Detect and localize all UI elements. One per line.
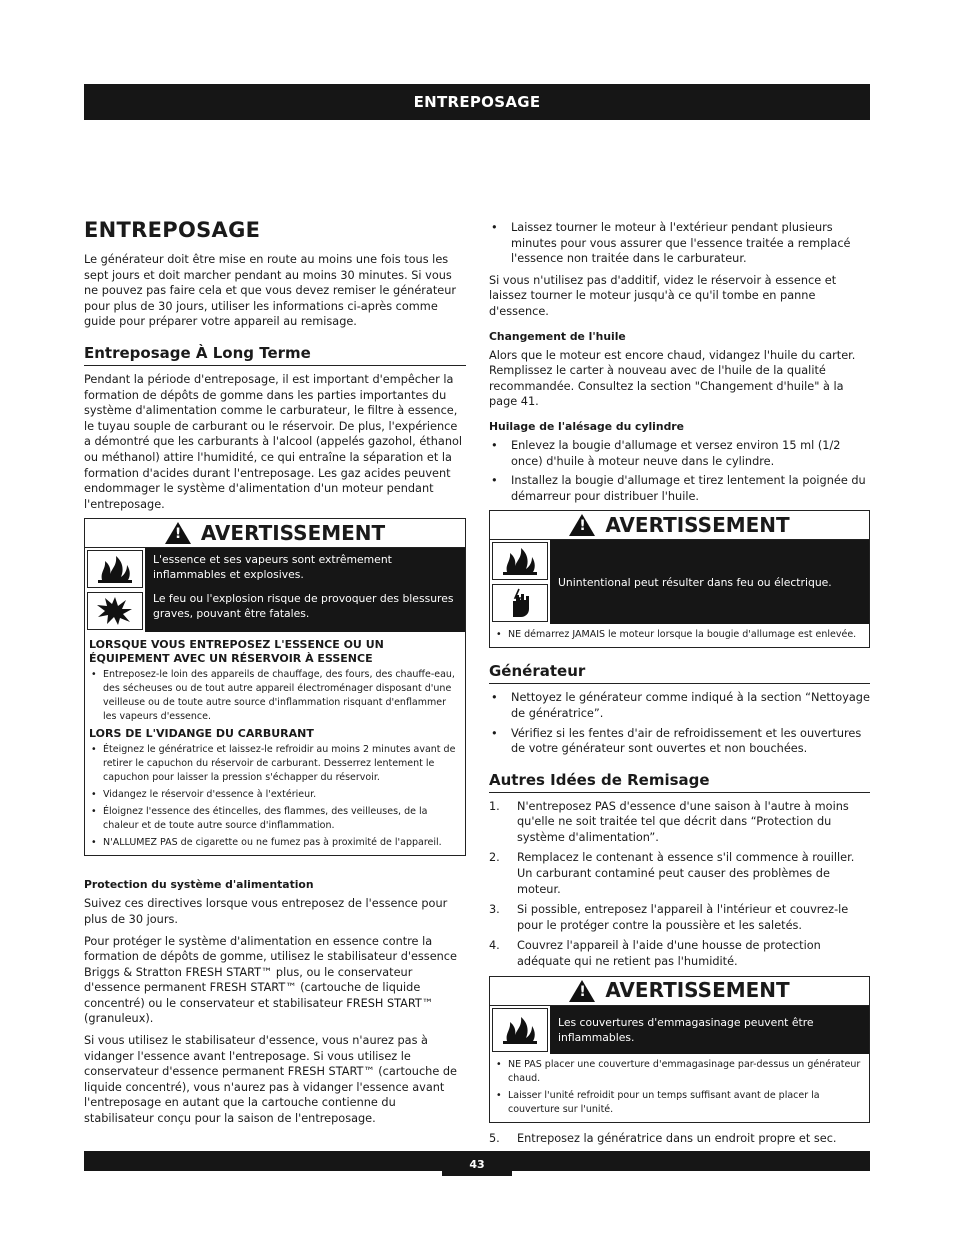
fire-icon xyxy=(87,550,143,588)
list-item: • Vérifiez si les fentes d'air de refroidissement et les ouvertures de votre générateur sont ouvertes et non bouchées. xyxy=(489,726,870,757)
cylinder-list xyxy=(489,438,870,504)
list-item: • Entreposez-le loin des appareils de chauffage, des fours, des chauffe-eau, des sécheuses ou de tout autre appareil électroménager disposant d'une veilleuse ou de toute autre source d'inflammation risquant d'enflammer les vapeurs d'essence. xyxy=(89,668,461,724)
protection-paragraph-1: Suivez ces directives lorsque vous entreposez de l'essence pour plus de 30 jours. xyxy=(84,897,448,926)
item-text: N'entreposez PAS d'essence d'une saison à l'autre à moins qu'elle ne soit traitée tel que décrit dans “Protection du système d'alimentation”. xyxy=(517,799,849,844)
cover-warning-box xyxy=(489,976,870,1123)
hazard-icons xyxy=(490,1006,550,1054)
page-title: ENTREPOSAGE xyxy=(84,218,261,242)
storage-ideas-list-end xyxy=(489,1131,870,1147)
hazard-row xyxy=(490,540,869,624)
item-number: 2. xyxy=(489,851,500,865)
explosion-icon xyxy=(87,592,143,630)
hazard-icons xyxy=(85,548,145,632)
fire-icon xyxy=(492,1008,548,1052)
protection-heading: Protection du système d'alimentation xyxy=(84,878,314,892)
list-item: • Éloignez l'essence des étincelles, des flammes, des veilleuses, de la chaleur et de toute autre source d'inflammation. xyxy=(89,805,461,833)
list-item: • N'ALLUMEZ PAS de cigarette ou ne fumez pas à proximité de l'appareil. xyxy=(89,836,461,850)
list-item: • Vidangez le réservoir d'essence à l'extérieur. xyxy=(89,788,461,802)
list-item: • NE démarrez JAMAIS le moteur lorsque la bougie d'allumage est enlevée. xyxy=(494,628,865,642)
hazard-text xyxy=(145,548,465,632)
page-number: 43 xyxy=(442,1151,512,1176)
intro-paragraph: Le générateur doit être mise en route au moins une fois tous les sept jours et doit marcher pendant au moins 30 minutes. Si vous ne pouvez pas faire cela et que vous devez remiser le générateur pour plus de 30 jours, utiliser les informations ci-après comme guide pour préparer votre appareil au remisage. xyxy=(84,253,457,329)
fuel-warning-box xyxy=(84,518,466,856)
warning-body xyxy=(85,632,465,855)
item-text: Entreposez la génératrice dans un endroit propre et sec. xyxy=(517,1131,837,1145)
section-header-bar xyxy=(84,84,870,120)
warning-list xyxy=(494,628,865,642)
hazard-row xyxy=(85,548,465,632)
hazard-text: Les couvertures d'emmagasinage peuvent être inflammables. xyxy=(558,1015,814,1044)
item-text: Remplacez le contenant à essence s'il commence à rouiller. Un carburant contaminé peut causer des problèmes de moteur. xyxy=(517,851,855,896)
warning-section-2-list xyxy=(89,743,461,850)
list-item: • Laisser l'unité refroidit pour un temps suffisant avant de placer la couverture sur l'unité. xyxy=(494,1089,865,1117)
list-item: • Enlevez la bougie d'allumage et versez environ 15 ml (1/2 once) d'huile à moteur neuve dans le cylindre. xyxy=(489,438,870,469)
item-number: 5. xyxy=(489,1131,500,1145)
hazard-text-2: Le feu ou l'explosion risque de provoquer des blessures graves, pouvant être fatales. xyxy=(153,592,454,621)
oil-change-paragraph: Alors que le moteur est encore chaud, vidangez l'huile du carter. Remplissez le carter à nouveau avec de l'huile de la qualité recommandée. Consultez la section "Changement d'huile" à la page 41. xyxy=(489,348,856,409)
item-text: Couvrez l'appareil à l'aide d'une housse de protection adéquate qui ne retient pas l'humidité. xyxy=(517,939,821,969)
protection-paragraph-3: Si vous utilisez le stabilisateur d'essence, vous n'aurez pas à vidanger l'essence avant l'entreposage. Si vous utilisez le conservateur d'essence permanent FRESH START™ (cartouche de liquide concentré), vous n'aurez pas à vidanger l'essence avant l'entreposage en autant que la cartouche contienne du stabilisateur conçu pour la saison de l'entreposage. xyxy=(84,1034,457,1126)
electric-shock-icon xyxy=(492,584,548,622)
warning-body xyxy=(490,624,869,647)
warning-title-row xyxy=(490,511,869,540)
hazard-icons xyxy=(490,540,550,624)
warning-section-1-title: LORSQUE VOUS ENTREPOSEZ L'ESSENCE OU UN ÉQUIPEMENT AVEC UN RÉSERVOIR À ESSENCE xyxy=(89,638,384,666)
list-item xyxy=(489,1131,870,1147)
list-item xyxy=(489,850,870,897)
item-number: 3. xyxy=(489,903,500,917)
long-term-heading: Entreposage À Long Terme xyxy=(84,344,466,366)
warning-list xyxy=(494,1058,865,1117)
item-number: 1. xyxy=(489,799,500,813)
item-text: Si possible, entreposez l'appareil à l'intérieur et couvrez-le pour le protéger contre la poussière et les saletés. xyxy=(517,903,849,932)
list-item: • Nettoyez le générateur comme indiqué à la section “Nettoyage de génératrice”. xyxy=(489,690,870,721)
warning-section-2-title: LORS DE L'VIDANGE DU CARBURANT xyxy=(89,727,314,741)
section-header-title: ENTREPOSAGE xyxy=(413,93,541,111)
warning-triangle-icon xyxy=(569,514,595,536)
hazard-text: Unintentional peut résulter dans feu ou électrique. xyxy=(558,575,832,589)
left-column xyxy=(84,216,466,1133)
generator-heading: Générateur xyxy=(489,662,870,684)
top-bullet-list xyxy=(489,220,870,267)
storage-ideas-list xyxy=(489,799,870,970)
warning-triangle-icon xyxy=(569,980,595,1002)
no-additive-paragraph: Si vous n'utilisez pas d'additif, videz le réservoir à essence et laissez tourner le moteur jusqu'à ce qu'il tombe en panne d'essence. xyxy=(489,273,837,318)
warning-section-1-list xyxy=(89,668,461,724)
list-item: • Éteignez le génératrice et laissez-le refroidir au moins 2 minutes avant de retirer le capuchon du réservoir de carburant. Desserrez lentement le capuchon pour laisser la pression s'échapper du réservoir. xyxy=(89,743,461,785)
long-term-paragraph: Pendant la période d'entreposage, il est important d'empêcher la formation de dépôts de gomme dans les parties importantes du système d'alimentation comme le carburateur, le filtre à essence, le tuyau souple de carburant ou le réservoir. De plus, l'expérience a démontré que les carburants à l'alcool (appelés gazohol, éthanol ou méthanol) attire l'humidité, ce qui entraîne la séparation et la formation d'acides durant l'entreposage. Les gaz acides peuvent endommager le système d'alimentation d'un moteur pendant l'entreposage. xyxy=(84,372,463,511)
hazard-row xyxy=(490,1006,869,1054)
warning-title-row xyxy=(85,519,465,548)
list-item: • Laissez tourner le moteur à l'extérieur pendant plusieurs minutes pour vous assurer que l'essence traitée a remplacé l'essence non traitée dans le carburateur. xyxy=(489,220,870,267)
warning-title-row xyxy=(490,977,869,1006)
warning-title: AVERTISSEMENT xyxy=(200,520,386,545)
list-item: • Installez la bougie d'allumage et tirez lentement la poignée du démarreur pour distribuer l'huile. xyxy=(489,473,870,504)
list-item xyxy=(489,799,870,846)
cylinder-heading: Huilage de l'alésage du cylindre xyxy=(489,419,684,433)
generator-list xyxy=(489,690,870,756)
list-item xyxy=(489,902,870,933)
warning-triangle-icon xyxy=(165,522,191,544)
list-item: • NE PAS placer une couverture d'emmagasinage par-dessus un générateur chaud. xyxy=(494,1058,865,1086)
warning-title: AVERTISSEMENT xyxy=(605,512,790,537)
item-number: 4. xyxy=(489,939,500,953)
right-column xyxy=(489,220,870,1152)
oil-change-heading: Changement de l'huile xyxy=(489,329,626,343)
storage-ideas-heading: Autres Idées de Remisage xyxy=(489,771,870,793)
warning-body xyxy=(490,1054,869,1122)
fire-icon xyxy=(492,542,548,580)
protection-paragraph-2: Pour protéger le système d'alimentation en essence contre la formation de dépôts de gomme, utilisez le stabilisateur d'essence Briggs & Stratton FRESH START™ plus, ou le conservateur d'essence permanent FRESH START™ (cartouche de liquide concentré) ou le conservateur et stabilisateur FRESH START™ (granuleux). xyxy=(84,934,457,1026)
hazard-text-1: L'essence et ses vapeurs sont extrêmement inflammables et explosives. xyxy=(153,553,392,582)
spark-warning-box xyxy=(489,510,870,648)
list-item xyxy=(489,938,870,969)
warning-title: AVERTISSEMENT xyxy=(605,977,790,1002)
